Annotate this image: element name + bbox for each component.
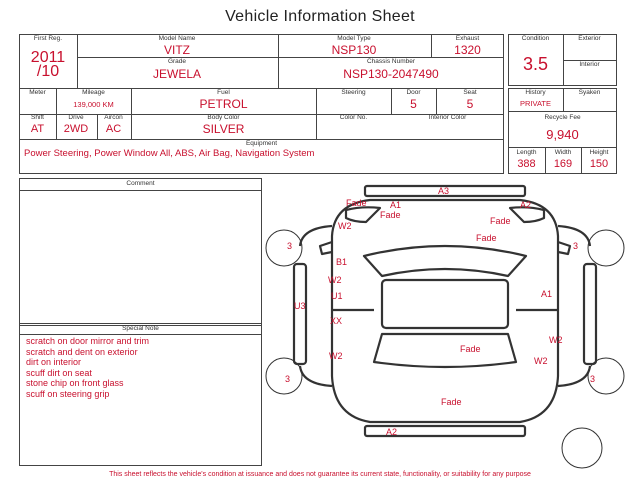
damage-mark: A2 — [386, 427, 398, 437]
color-no-label: Color No. — [339, 114, 368, 121]
exhaust-label: Exhaust — [455, 35, 480, 42]
height-label: Height — [589, 149, 609, 156]
damage-mark: Fade — [441, 397, 462, 407]
seat-value: 5 — [466, 97, 474, 111]
damage-mark: Fade — [490, 216, 511, 226]
special-note-label: Special Note — [122, 325, 159, 332]
list-item: scuff on steering grip — [26, 388, 110, 399]
roof — [382, 280, 508, 328]
damage-mark: A2 — [520, 200, 532, 210]
interior-color-label: Interior Color — [428, 114, 467, 121]
drive-value: 2WD — [63, 123, 89, 135]
mileage-value: 139,000 KM — [73, 100, 114, 109]
damage-mark: Fade — [380, 210, 401, 220]
comment-box — [19, 178, 262, 326]
damage-mark: A1 — [541, 289, 553, 299]
fuel-label: Fuel — [217, 89, 230, 96]
damage-mark: U3 — [294, 301, 306, 311]
car-condition-diagram — [262, 176, 634, 472]
list-item: scratch on door mirror and trim — [26, 336, 150, 346]
height-value: 150 — [589, 158, 609, 170]
rear-left-tire — [266, 358, 302, 394]
disclaimer-footer: This sheet reflects the vehicle's condition at issuance and does not guarantee its current state, functionality, or suitability for any purpose — [109, 471, 531, 478]
damage-mark: 3 — [590, 374, 596, 384]
damage-mark: 3 — [287, 241, 293, 251]
first-reg-month: /10 — [36, 63, 60, 80]
first-reg-label: First Reg. — [33, 35, 63, 42]
condition-grade: 3.5 — [522, 54, 549, 74]
meter-label: Meter — [29, 89, 46, 96]
exterior-label: Exterior — [578, 35, 601, 42]
grade-label: Grade — [167, 58, 187, 65]
body-color-value: SILVER — [202, 122, 245, 136]
damage-mark: W2 — [328, 275, 342, 285]
damage-mark: Fade — [476, 233, 497, 243]
history-value: PRIVATE — [520, 99, 551, 108]
model-name-value: VITZ — [164, 43, 190, 57]
length-value: 388 — [517, 158, 536, 170]
right-side-panel — [584, 264, 596, 364]
damage-mark: Fade — [346, 198, 367, 208]
damage-mark: U1 — [331, 291, 343, 301]
syaken-label: Syaken — [578, 89, 601, 96]
damage-mark: XX — [330, 316, 343, 326]
model-type-value: NSP130 — [331, 43, 377, 57]
list-item: dirt on interior — [26, 357, 82, 367]
aircon-label: Aircon — [104, 114, 123, 121]
chassis-number-label: Chassis Number — [366, 58, 416, 65]
sheet-title: Vehicle Information Sheet — [225, 8, 415, 25]
exhaust-value: 1320 — [454, 43, 481, 57]
steering-label: Steering — [341, 89, 366, 96]
front-right-tire — [588, 230, 624, 266]
damage-mark: 3 — [573, 241, 579, 251]
width-value: 169 — [553, 158, 573, 170]
interior-label: Interior — [579, 61, 600, 68]
door-label: Door — [406, 89, 421, 96]
model-name-label: Model Name — [158, 35, 196, 42]
front-left-tire — [266, 230, 302, 266]
condition-label: Condition — [521, 35, 550, 42]
left-side-panel — [294, 264, 306, 364]
shift-label: Shift — [30, 114, 44, 121]
seat-label: Seat — [463, 89, 477, 96]
recycle-fee-label: Recycle Fee — [544, 114, 581, 121]
list-item: scuff dirt on seat — [26, 367, 92, 378]
recycle-fee-value: 9,940 — [546, 127, 579, 142]
first-reg-year: 2011 — [30, 49, 66, 66]
damage-mark: A3 — [438, 186, 450, 196]
drive-label: Drive — [68, 114, 84, 121]
width-label: Width — [554, 149, 572, 156]
special-note-list — [26, 336, 258, 399]
left-headlight — [346, 207, 380, 222]
damage-mark: A1 — [390, 200, 402, 210]
shift-value: AT — [30, 123, 45, 135]
comment-label: Comment — [126, 180, 155, 187]
rear-window — [374, 334, 516, 367]
door-value: 5 — [410, 97, 417, 111]
grade-value: JEWELA — [152, 67, 201, 81]
damage-mark: 3 — [285, 374, 291, 384]
model-type-label: Model Type — [337, 35, 371, 42]
damage-mark: W2 — [329, 351, 343, 361]
damage-mark: Fade — [460, 344, 481, 354]
list-item: stone chip on front glass — [26, 378, 124, 388]
windshield — [364, 246, 526, 276]
equipment-label: Equipment — [245, 140, 278, 147]
body-color-label: Body Color — [207, 114, 240, 121]
damage-mark: B1 — [336, 257, 348, 267]
damage-mark: W2 — [549, 335, 563, 345]
aircon-value: AC — [105, 123, 122, 135]
history-label: History — [525, 89, 546, 96]
damage-mark: W2 — [338, 221, 352, 231]
chassis-number-value: NSP130-2047490 — [343, 67, 439, 81]
mileage-label: Mileage — [82, 89, 105, 96]
length-label: Length — [516, 149, 537, 156]
fuel-value: PETROL — [199, 97, 248, 111]
equipment-value: Power Steering, Power Window All, ABS, Air Bag, Navigation System — [24, 148, 315, 159]
damage-mark: W2 — [534, 356, 548, 366]
spare-tire — [562, 428, 602, 468]
list-item: scratch and dent on exterior — [26, 346, 138, 357]
